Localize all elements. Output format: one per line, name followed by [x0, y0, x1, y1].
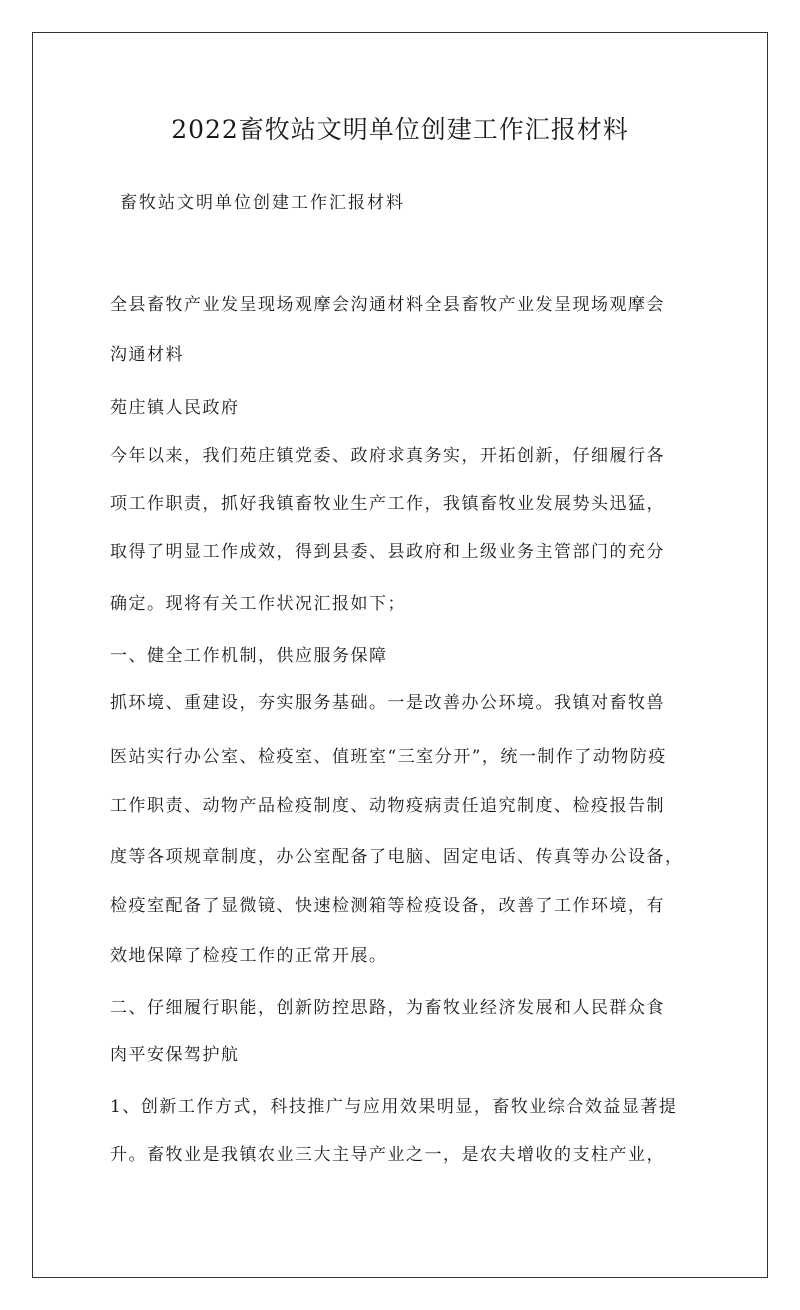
body-line: 今年以来，我们苑庄镇党委、政府求真务实，开拓创新，仔细履行各 — [110, 446, 665, 466]
body-line: 项工作职责，抓好我镇畜牧业生产工作，我镇畜牧业发展势头迅猛， — [110, 494, 665, 514]
body-line: 沟通材料 — [110, 345, 184, 365]
body-line: 升。畜牧业是我镇农业三大主导产业之一，是农夫增收的支柱产业， — [110, 1145, 665, 1165]
body-line: 度等各项规章制度，办公室配备了电脑、固定电话、传真等办公设备， — [110, 847, 684, 867]
body-line: 检疫室配备了显微镜、快速检测箱等检疫设备，改善了工作环境，有 — [110, 896, 665, 916]
section-heading: 二、仔细履行职能，创新防控思路，为畜牧业经济发展和人民群众食 — [110, 998, 665, 1018]
body-line: 工作职责、动物产品检疫制度、动物疫病责任追究制度、检疫报告制 — [110, 796, 665, 816]
document-subtitle: 畜牧站文明单位创建工作汇报材料 — [120, 193, 405, 213]
body-line: 抓环境、重建设，夯实服务基础。一是改善办公环境。我镇对畜牧兽 — [110, 693, 665, 713]
body-line: 效地保障了检疫工作的正常开展。 — [110, 946, 388, 966]
section-heading: 肉平安保驾护航 — [110, 1045, 240, 1065]
body-line: 苑庄镇人民政府 — [110, 398, 240, 418]
body-line: 1、创新工作方式，科技推广与应用效果明显，畜牧业综合效益显著提 — [110, 1097, 678, 1117]
body-line: 医站实行办公室、检疫室、值班室“三室分开”，统一制作了动物防疫 — [110, 747, 667, 767]
section-heading: 一、健全工作机制，供应服务保障 — [110, 646, 388, 666]
body-line: 确定。现将有关工作状况汇报如下； — [110, 594, 406, 614]
body-line: 取得了明显工作成效，得到县委、县政府和上级业务主管部门的充分 — [110, 542, 665, 562]
document-title: 2022畜牧站文明单位创建工作汇报材料 — [171, 115, 629, 144]
body-line: 全县畜牧产业发呈现场观摩会沟通材料全县畜牧产业发呈现场观摩会 — [110, 295, 665, 315]
